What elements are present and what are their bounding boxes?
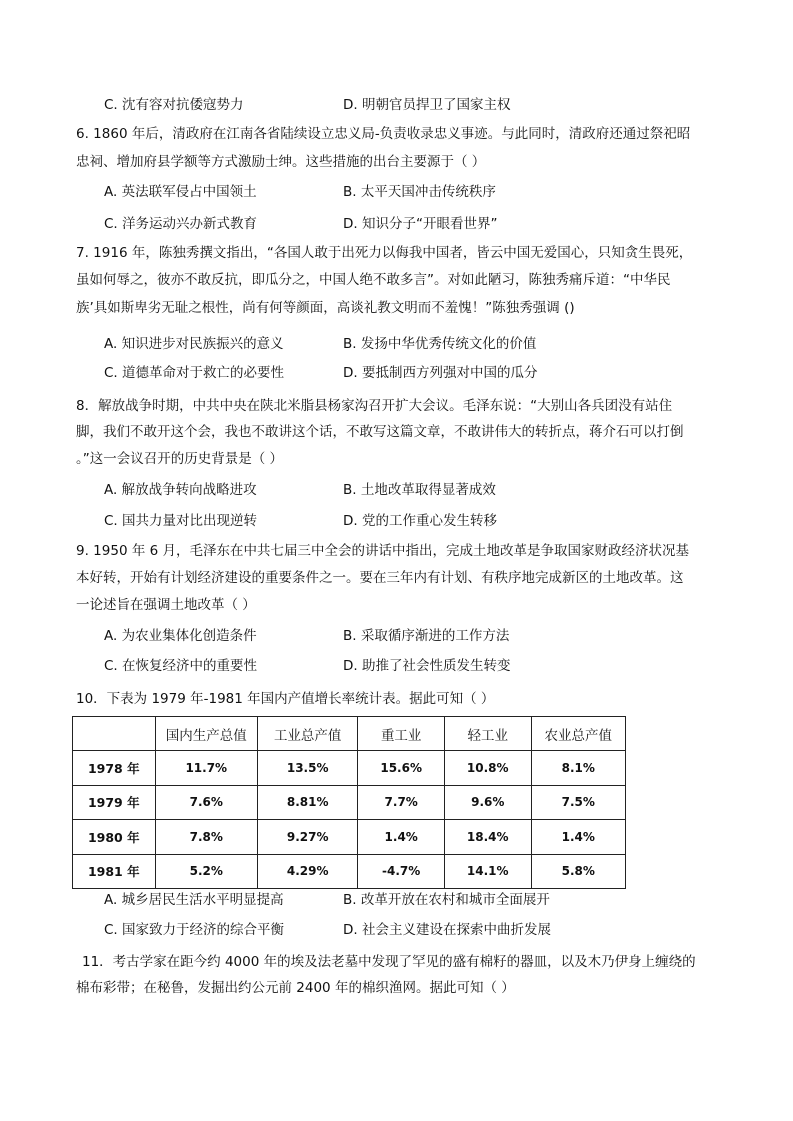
q6-option-a[interactable]: A. 英法联军侵占中国领土 [104,184,257,200]
table-cell: 13.5% [257,751,357,785]
q5-option-d[interactable]: D. 明朝官员捍卫了国家主权 [343,97,511,113]
table-row-year: 1979 年 [73,785,156,819]
q10-option-b[interactable]: B. 改革开放在农村和城市全面展开 [343,892,550,908]
table-cell: 9.27% [257,820,357,854]
q6-option-d[interactable]: D. 知识分子“开眼看世界” [343,216,498,232]
table-cell: 7.7% [358,785,445,819]
q8-option-b[interactable]: B. 土地改革取得显著成效 [343,482,496,498]
q8-stem-line3: 。”这一会议召开的历史背景是（ ） [76,451,284,467]
table-cell: 14.1% [444,854,531,888]
table-row-year: 1978 年 [73,751,156,785]
q9-option-a[interactable]: A. 为农业集体化创造条件 [104,628,257,644]
table-cell: 7.5% [531,785,625,819]
q7-option-a[interactable]: A. 知识进步对民族振兴的意义 [104,336,284,352]
q7-option-c[interactable]: C. 道德革命对于救亡的必要性 [104,365,285,381]
q7-option-d[interactable]: D. 要抵制西方列强对中国的瓜分 [343,365,538,381]
table-header-cell: 农业总产值 [531,717,625,751]
q9-option-c[interactable]: C. 在恢复经济中的重要性 [104,658,258,674]
table-row-year: 1980 年 [73,820,156,854]
table-header-row [73,717,626,751]
table-cell: 7.6% [155,785,257,819]
table-row [73,751,626,785]
table-cell: 8.81% [257,785,357,819]
q10-option-d[interactable]: D. 社会主义建设在探索中曲折发展 [343,922,551,938]
q8-stem-line1: 8．解放战争时期，中共中央在陕北米脂县杨家沟召开扩大会议。毛泽东说：“大别山各兵团没有站住 [76,398,673,414]
q10-stem-line1: 10．下表为 1979 年-1981 年国内产值增长率统计表。据此可知（ ） [76,691,495,707]
table-row [73,785,626,819]
q6-option-c[interactable]: C. 洋务运动兴办新式教育 [104,216,258,232]
table-header-cell: 轻工业 [444,717,531,751]
q8-stem-line2: 脚，我们不敢开这个会，我也不敢讲这个话，不敢写这篇文章，不敢讲伟大的转折点，蒋介石可以打倒 [76,424,684,440]
table-header-cell: 国内生产总值 [155,717,257,751]
q7-option-b[interactable]: B. 发扬中华优秀传统文化的价值 [343,336,537,352]
q8-option-d[interactable]: D. 党的工作重心发生转移 [343,513,497,529]
q9-stem-line2: 本好转，开始有计划经济建设的重要条件之一。要在三年内有计划、有秩序地完成新区的土地改革。这 [76,570,684,586]
table-cell: 10.8% [444,751,531,785]
table-row [73,820,626,854]
table-cell: -4.7% [358,854,445,888]
table-header-cell [73,717,156,751]
table-cell: 9.6% [444,785,531,819]
q6-option-b[interactable]: B. 太平天国冲击传统秩序 [343,184,496,200]
q9-stem-line3: 一论述旨在强调土地改革（ ） [76,597,256,613]
table-cell: 15.6% [358,751,445,785]
q7-stem-line3: 族’具如斯卑劣无耻之根性，尚有何等颜面，高谈礼教文明而不羞愧！”陈独秀强调 () [76,300,575,316]
table-row [73,854,626,888]
q11-stem-line2: 棉布彩带；在秘鲁，发掘出约公元前 2400 年的棉织渔网。据此可知（ ） [76,980,515,996]
growth-rate-table [72,716,626,889]
q7-stem-line1: 7. 1916 年，陈独秀撰文指出，“各国人敢于出死力以侮我中国者，皆云中国无爱国心，只知贪生畏死， [76,245,693,261]
q9-option-b[interactable]: B. 采取循序渐进的工作方法 [343,628,510,644]
table-cell: 18.4% [444,820,531,854]
table-cell: 1.4% [531,820,625,854]
q8-option-a[interactable]: A. 解放战争转向战略进攻 [104,482,257,498]
q6-stem-line1: 6. 1860 年后，清政府在江南各省陆续设立忠义局-负责收录忠义事迹。与此同时，清政府还通过祭祀昭 [76,126,691,142]
table-cell: 7.8% [155,820,257,854]
q6-stem-line2: 忠祠、增加府县学额等方式激励士绅。这些措施的出台主要源于（ ） [76,154,486,170]
q8-option-c[interactable]: C. 国共力量对比出现逆转 [104,513,258,529]
q10-option-c[interactable]: C. 国家致力于经济的综合平衡 [104,922,285,938]
q5-option-c[interactable]: C. 沈有容对抗倭寇势力 [104,97,244,113]
q11-stem-line1: 11．考古学家在距今约 4000 年的埃及法老墓中发现了罕见的盛有棉籽的器皿，以及木乃伊身上缠绕的 [82,954,696,970]
q9-stem-line1: 9. 1950 年 6 月，毛泽东在中共七届三中全会的讲话中指出，完成土地改革是争取国家财政经济状况基 [76,543,689,559]
q9-option-d[interactable]: D. 助推了社会性质发生转变 [343,658,511,674]
table-header-cell: 重工业 [358,717,445,751]
table-cell: 5.8% [531,854,625,888]
table-cell: 11.7% [155,751,257,785]
table-cell: 8.1% [531,751,625,785]
table-cell: 4.29% [257,854,357,888]
table-cell: 5.2% [155,854,257,888]
table-header-cell: 工业总产值 [257,717,357,751]
table-cell: 1.4% [358,820,445,854]
q7-stem-line2: 虽如何辱之，彼亦不敢反抗，即瓜分之，中国人绝不敢多言”。对如此陋习，陈独秀痛斥道：“中华民 [76,272,671,288]
q10-option-a[interactable]: A. 城乡居民生活水平明显提高 [104,892,284,908]
table-row-year: 1981 年 [73,854,156,888]
